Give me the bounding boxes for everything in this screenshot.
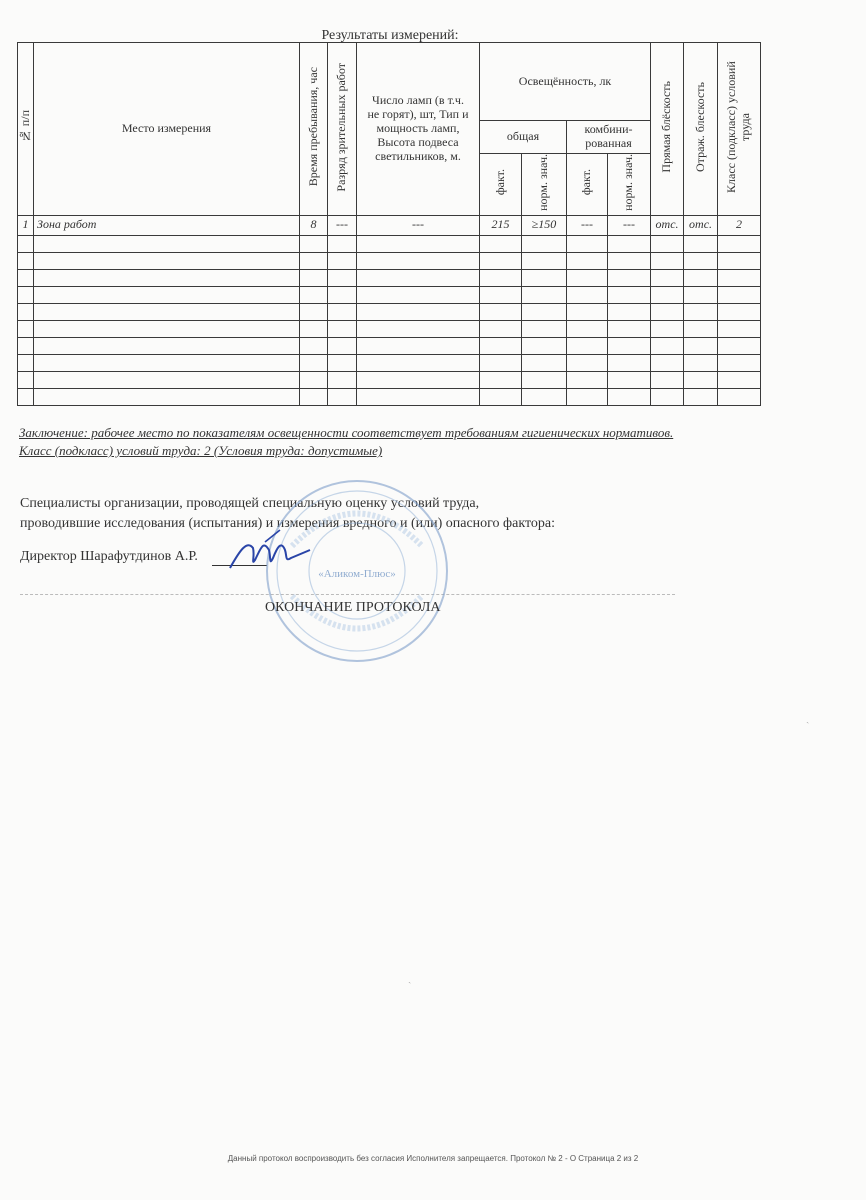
specialists-line-1: Специалисты организации, проводящей специальную оценку условий труда, bbox=[20, 496, 480, 511]
empty-cell bbox=[608, 303, 651, 320]
empty-cell bbox=[480, 388, 522, 405]
empty-cell bbox=[608, 354, 651, 371]
footer-text: Данный протокол воспроизводить без согласия Исполнителя запрещается. Протокол № 2 - О Страница 2 из 2 bbox=[227, 1154, 639, 1163]
cell-category: --- bbox=[328, 215, 357, 235]
empty-cell bbox=[608, 337, 651, 354]
empty-cell bbox=[328, 303, 357, 320]
table-row-empty bbox=[18, 252, 761, 269]
table-row-empty bbox=[18, 388, 761, 405]
empty-cell bbox=[357, 235, 480, 252]
empty-cell bbox=[522, 269, 567, 286]
empty-cell bbox=[18, 371, 34, 388]
director-name: Директор Шарафутдинов А.Р. bbox=[20, 549, 198, 564]
empty-cell bbox=[718, 252, 761, 269]
table-row-empty bbox=[18, 269, 761, 286]
empty-cell bbox=[522, 388, 567, 405]
empty-cell bbox=[18, 235, 34, 252]
empty-cell bbox=[651, 286, 684, 303]
header-num: № п/п bbox=[18, 43, 34, 216]
header-category: Разряд зрительных работ bbox=[328, 43, 357, 216]
empty-cell bbox=[328, 252, 357, 269]
empty-cell bbox=[328, 388, 357, 405]
header-time: Время пребывания, час bbox=[300, 43, 328, 216]
header-reflected-glare: Отраж. блескость bbox=[684, 43, 718, 216]
empty-cell bbox=[18, 337, 34, 354]
empty-cell bbox=[651, 337, 684, 354]
empty-cell bbox=[718, 388, 761, 405]
empty-cell bbox=[522, 320, 567, 337]
cell-time: 8 bbox=[300, 215, 328, 235]
empty-cell bbox=[34, 337, 300, 354]
stamp-text: «Аликом-Плюс» bbox=[318, 568, 396, 580]
empty-cell bbox=[18, 320, 34, 337]
empty-cell bbox=[34, 371, 300, 388]
empty-cell bbox=[18, 252, 34, 269]
empty-cell bbox=[567, 337, 608, 354]
empty-cell bbox=[684, 235, 718, 252]
empty-cell bbox=[300, 388, 328, 405]
empty-cell bbox=[684, 252, 718, 269]
empty-cell bbox=[718, 235, 761, 252]
empty-cell bbox=[300, 269, 328, 286]
empty-cell bbox=[34, 388, 300, 405]
section-title: Результаты измерений: bbox=[321, 28, 459, 43]
empty-cell bbox=[684, 286, 718, 303]
empty-cell bbox=[567, 371, 608, 388]
table-row-empty bbox=[18, 320, 761, 337]
empty-cell bbox=[480, 286, 522, 303]
empty-cell bbox=[328, 286, 357, 303]
empty-cell bbox=[522, 235, 567, 252]
empty-cell bbox=[300, 371, 328, 388]
empty-cell bbox=[651, 388, 684, 405]
empty-cell bbox=[567, 388, 608, 405]
empty-cell bbox=[684, 371, 718, 388]
header-general-norm: норм. знач. bbox=[522, 154, 567, 216]
empty-cell bbox=[357, 252, 480, 269]
header-combined-norm: норм. знач. bbox=[608, 154, 651, 216]
cell-lamps: --- bbox=[357, 215, 480, 235]
empty-cell bbox=[300, 337, 328, 354]
header-general-fact: факт. bbox=[480, 154, 522, 216]
empty-cell bbox=[34, 286, 300, 303]
measurement-results-table bbox=[17, 42, 761, 406]
header-direct-glare: Прямая блёскость bbox=[651, 43, 684, 216]
empty-cell bbox=[567, 303, 608, 320]
empty-cell bbox=[718, 354, 761, 371]
empty-cell bbox=[608, 286, 651, 303]
table-row-empty bbox=[18, 337, 761, 354]
empty-cell bbox=[34, 354, 300, 371]
empty-cell bbox=[608, 269, 651, 286]
empty-cell bbox=[684, 320, 718, 337]
empty-cell bbox=[608, 388, 651, 405]
header-class: Класс (подкласс) условий труда bbox=[718, 43, 761, 216]
cell-reflected-glare: отс. bbox=[684, 215, 718, 235]
empty-cell bbox=[480, 320, 522, 337]
conclusion-class: Класс (подкласс) условий труда: 2 (Условия труда: допустимые) bbox=[19, 443, 383, 458]
empty-cell bbox=[567, 235, 608, 252]
empty-cell bbox=[300, 252, 328, 269]
empty-cell bbox=[34, 235, 300, 252]
empty-cell bbox=[608, 235, 651, 252]
empty-cell bbox=[567, 354, 608, 371]
empty-cell bbox=[608, 371, 651, 388]
empty-cell bbox=[357, 303, 480, 320]
empty-cell bbox=[34, 252, 300, 269]
header-combined: комбини-рованная bbox=[567, 121, 651, 154]
empty-cell bbox=[567, 252, 608, 269]
empty-cell bbox=[300, 235, 328, 252]
header-illuminance: Освещённость, лк bbox=[480, 43, 651, 121]
table-row-empty bbox=[18, 286, 761, 303]
empty-cell bbox=[480, 371, 522, 388]
empty-cell bbox=[718, 337, 761, 354]
conclusion bbox=[19, 424, 673, 460]
empty-cell bbox=[357, 337, 480, 354]
empty-cell bbox=[567, 286, 608, 303]
empty-cell bbox=[34, 269, 300, 286]
empty-cell bbox=[328, 371, 357, 388]
specialists-line-2: проводившие исследования (испытания) и измерения вредного и (или) опасного фактора: bbox=[20, 516, 556, 531]
protocol-end: ОКОНЧАНИЕ ПРОТОКОЛА bbox=[265, 600, 441, 615]
empty-cell bbox=[480, 303, 522, 320]
empty-cell bbox=[18, 269, 34, 286]
empty-cell bbox=[34, 320, 300, 337]
empty-cell bbox=[18, 388, 34, 405]
cell-general-norm: ≥150 bbox=[522, 215, 567, 235]
empty-cell bbox=[684, 354, 718, 371]
empty-cell bbox=[328, 235, 357, 252]
empty-cell bbox=[522, 286, 567, 303]
empty-cell bbox=[522, 354, 567, 371]
empty-cell bbox=[18, 286, 34, 303]
empty-cell bbox=[480, 235, 522, 252]
empty-cell bbox=[718, 320, 761, 337]
empty-cell bbox=[684, 337, 718, 354]
empty-cell bbox=[18, 303, 34, 320]
conclusion-text: Заключение: рабочее место по показателям освещенности соответствует требованиям гигиенических нормативов. bbox=[19, 425, 674, 440]
empty-cell bbox=[608, 320, 651, 337]
table-row bbox=[18, 215, 761, 235]
empty-cell bbox=[651, 235, 684, 252]
header-combined-fact: факт. bbox=[567, 154, 608, 216]
empty-cell bbox=[357, 320, 480, 337]
empty-cell bbox=[651, 303, 684, 320]
empty-cell bbox=[522, 337, 567, 354]
empty-cell bbox=[300, 354, 328, 371]
cell-class: 2 bbox=[718, 215, 761, 235]
empty-cell bbox=[718, 269, 761, 286]
table-row-empty bbox=[18, 235, 761, 252]
empty-cell bbox=[651, 371, 684, 388]
cell-place: Зона работ bbox=[34, 215, 300, 235]
empty-cell bbox=[522, 252, 567, 269]
empty-cell bbox=[651, 320, 684, 337]
header-general: общая bbox=[480, 121, 567, 154]
empty-cell bbox=[357, 354, 480, 371]
empty-cell bbox=[480, 269, 522, 286]
empty-cell bbox=[608, 252, 651, 269]
empty-cell bbox=[651, 252, 684, 269]
cell-combined-norm: --- bbox=[608, 215, 651, 235]
empty-cell bbox=[357, 269, 480, 286]
empty-cell bbox=[300, 286, 328, 303]
scan-artifact: ˎ bbox=[806, 713, 810, 724]
empty-cell bbox=[684, 303, 718, 320]
table-row-empty bbox=[18, 354, 761, 371]
empty-cell bbox=[300, 320, 328, 337]
cell-general-fact: 215 bbox=[480, 215, 522, 235]
empty-cell bbox=[328, 269, 357, 286]
empty-cell bbox=[300, 303, 328, 320]
cell-combined-fact: --- bbox=[567, 215, 608, 235]
table-row-empty bbox=[18, 371, 761, 388]
empty-cell bbox=[522, 303, 567, 320]
empty-cell bbox=[18, 354, 34, 371]
empty-cell bbox=[522, 371, 567, 388]
empty-cell bbox=[328, 354, 357, 371]
cell-direct-glare: отс. bbox=[651, 215, 684, 235]
empty-cell bbox=[651, 269, 684, 286]
empty-cell bbox=[718, 286, 761, 303]
empty-cell bbox=[480, 354, 522, 371]
empty-cell bbox=[357, 388, 480, 405]
empty-cell bbox=[651, 354, 684, 371]
empty-cell bbox=[684, 269, 718, 286]
header-lamps: Число ламп (в т.ч. не горят), шт, Тип и мощность ламп, Высота подвеса светильников, м. bbox=[357, 43, 480, 216]
empty-cell bbox=[684, 388, 718, 405]
empty-cell bbox=[567, 320, 608, 337]
signature bbox=[225, 520, 315, 580]
cell-num: 1 bbox=[18, 215, 34, 235]
empty-cell bbox=[480, 337, 522, 354]
empty-cell bbox=[34, 303, 300, 320]
empty-cell bbox=[480, 252, 522, 269]
scan-artifact: ˎ bbox=[408, 973, 412, 984]
empty-cell bbox=[567, 269, 608, 286]
header-place: Место измерения bbox=[34, 43, 300, 216]
table-row-empty bbox=[18, 303, 761, 320]
empty-cell bbox=[357, 371, 480, 388]
empty-cell bbox=[328, 320, 357, 337]
empty-cell bbox=[718, 371, 761, 388]
empty-cell bbox=[718, 303, 761, 320]
empty-cell bbox=[328, 337, 357, 354]
empty-cell bbox=[357, 286, 480, 303]
